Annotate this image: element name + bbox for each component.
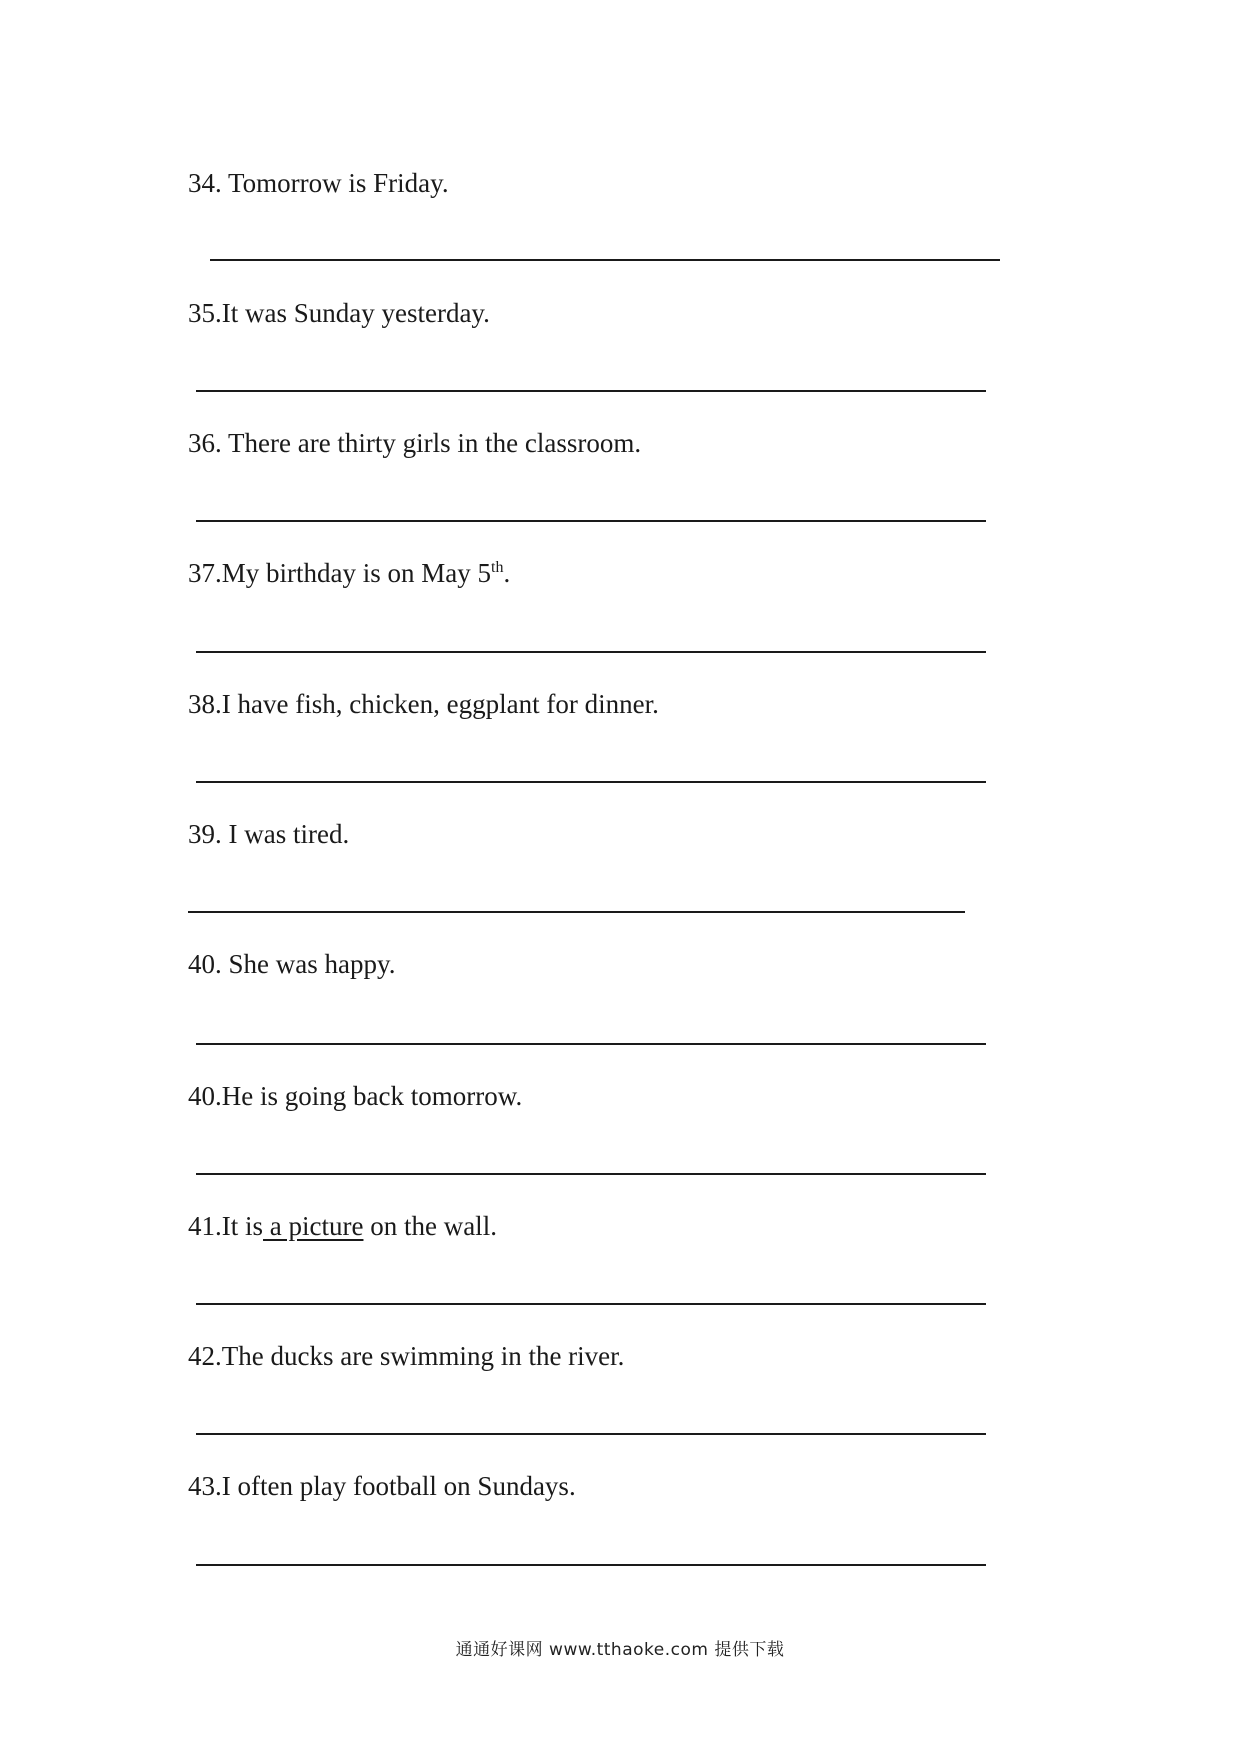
answer-line-34[interactable] — [210, 259, 1000, 261]
footer-credit: 通通好课网 www.tthaoke.com 提供下载 — [455, 1640, 785, 1660]
question-35 — [188, 297, 490, 329]
question-39 — [188, 818, 349, 850]
question-text: 40. She was happy. — [188, 949, 396, 979]
question-text: 34. Tomorrow is Friday. — [188, 168, 449, 198]
question-text: 38.I have fish, chicken, eggplant for dinner. — [188, 689, 659, 719]
answer-line-38[interactable] — [196, 781, 986, 783]
question-40a — [188, 948, 395, 980]
question-text-end: on the wall. — [363, 1211, 497, 1241]
question-text: 37.My birthday is on May 5 — [188, 558, 491, 588]
question-40b — [188, 1080, 522, 1112]
answer-line-40b[interactable] — [196, 1173, 986, 1175]
ordinal-suffix: th — [491, 559, 504, 576]
underlined-phrase: a picture — [263, 1211, 364, 1241]
answer-line-36[interactable] — [196, 520, 986, 522]
answer-line-35[interactable] — [196, 390, 986, 392]
question-text: 42.The ducks are swimming in the river. — [188, 1341, 625, 1371]
answer-line-40a[interactable] — [196, 1043, 986, 1045]
question-34 — [188, 167, 449, 199]
question-text: 41.It is — [188, 1211, 264, 1241]
answer-line-42[interactable] — [196, 1433, 986, 1435]
question-text: 35.It was Sunday yesterday. — [188, 298, 490, 328]
answer-line-43[interactable] — [196, 1564, 986, 1566]
answer-line-41[interactable] — [196, 1303, 986, 1305]
question-43 — [188, 1470, 576, 1502]
question-text-end: . — [503, 558, 511, 588]
question-text: 40.He is going back tomorrow. — [188, 1081, 523, 1111]
question-37 — [188, 557, 510, 589]
question-41 — [188, 1210, 497, 1242]
question-42 — [188, 1340, 624, 1372]
question-36 — [188, 427, 641, 459]
answer-line-39[interactable] — [188, 911, 965, 913]
question-text: 39. I was tired. — [188, 819, 350, 849]
question-text: 43.I often play football on Sundays. — [188, 1471, 576, 1501]
question-38 — [188, 688, 659, 720]
question-text: 36. There are thirty girls in the classroom. — [188, 428, 642, 458]
answer-line-37[interactable] — [196, 651, 986, 653]
